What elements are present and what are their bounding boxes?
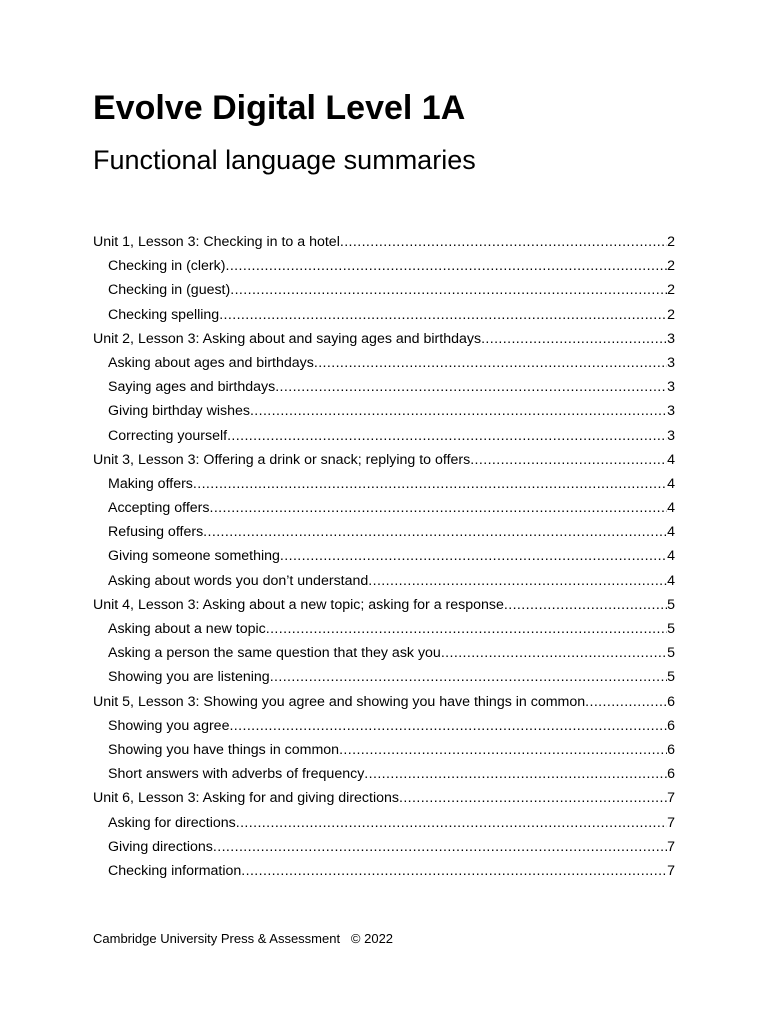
toc-page-number: 3 — [667, 403, 675, 420]
toc-page-number: 3 — [667, 379, 675, 396]
toc-entry-label: Showing you have things in common — [108, 741, 340, 758]
toc-subsection-entry[interactable] — [93, 617, 675, 641]
toc-dot-leader — [364, 762, 667, 786]
toc-entry-label: Short answers with adverbs of frequency — [108, 766, 365, 783]
page-title: Evolve Digital Level 1A — [93, 89, 466, 127]
toc-subsection-entry[interactable] — [93, 665, 675, 689]
toc-page-number: 6 — [667, 717, 675, 734]
toc-dot-leader — [368, 569, 667, 593]
toc-dot-leader — [314, 351, 667, 375]
toc-subsection-entry[interactable] — [93, 520, 675, 544]
toc-entry-label: Giving birthday wishes — [108, 403, 250, 420]
toc-page-number: 3 — [667, 330, 675, 347]
toc-entry-label: Unit 5, Lesson 3: Showing you agree and showing you have things in common — [93, 693, 586, 710]
toc-entry-label: Asking about a new topic — [108, 621, 266, 637]
toc-entry-label: Unit 1, Lesson 3: Checking in to a hotel — [93, 234, 340, 250]
toc-dot-leader — [219, 303, 667, 327]
toc-dot-leader — [585, 690, 667, 714]
toc-dot-leader — [270, 665, 667, 689]
toc-unit-entry[interactable] — [93, 690, 675, 714]
toc-dot-leader — [236, 811, 667, 835]
toc-page-number: 7 — [667, 862, 675, 879]
toc-dot-leader — [399, 786, 667, 810]
toc-page-number: 4 — [667, 548, 675, 565]
toc-dot-leader — [339, 738, 667, 762]
toc-unit-entry[interactable] — [93, 230, 675, 254]
toc-page-number: 5 — [667, 669, 675, 686]
toc-subsection-entry[interactable] — [93, 399, 675, 423]
toc-dot-leader — [280, 544, 667, 568]
toc-dot-leader — [275, 375, 667, 399]
toc-entry-label: Refusing offers — [108, 524, 204, 541]
toc-dot-leader — [193, 472, 667, 496]
toc-dot-leader — [481, 327, 667, 351]
toc-subsection-entry[interactable] — [93, 303, 675, 327]
toc-subsection-entry[interactable] — [93, 496, 675, 520]
toc-entry-label: Checking in (guest) — [108, 282, 231, 299]
toc-subsection-entry[interactable] — [93, 424, 675, 448]
toc-dot-leader — [203, 520, 667, 544]
toc-dot-leader — [504, 593, 667, 617]
toc-subsection-entry[interactable] — [93, 641, 675, 665]
toc-unit-entry[interactable] — [93, 448, 675, 472]
toc-dot-leader — [441, 641, 667, 665]
toc-entry-label: Giving someone something — [108, 548, 280, 565]
toc-page-number: 4 — [667, 500, 675, 517]
toc-entry-label: Saying ages and birthdays — [108, 379, 276, 396]
toc-entry-label: Asking a person the same question that they ask you — [108, 645, 441, 662]
toc-page-number: 4 — [667, 451, 675, 468]
copyright-footer: Cambridge University Press & Assessment © 2022 — [93, 931, 394, 946]
toc-entry-label: Unit 4, Lesson 3: Asking about a new topic; asking for a response — [93, 596, 504, 613]
toc-entry-label: Checking information — [108, 862, 242, 879]
toc-subsection-entry[interactable] — [93, 375, 675, 399]
toc-unit-entry[interactable] — [93, 786, 675, 810]
toc-entry-label: Showing you are listening — [108, 669, 270, 686]
toc-entry-label: Accepting offers — [108, 500, 210, 517]
toc-dot-leader — [227, 424, 667, 448]
toc-page-number: 3 — [667, 354, 675, 371]
toc-page-number: 7 — [667, 838, 675, 855]
toc-page-number: 5 — [667, 645, 675, 662]
toc-subsection-entry[interactable] — [93, 738, 675, 762]
toc-page-number: 2 — [667, 306, 675, 323]
toc-page-number: 4 — [667, 524, 675, 541]
toc-subsection-entry[interactable] — [93, 351, 675, 375]
toc-page-number: 2 — [667, 282, 675, 299]
toc-entry-label: Asking about words you don’t understand — [108, 572, 369, 589]
table-of-contents — [93, 230, 675, 883]
toc-entry-label: Giving directions — [108, 838, 213, 855]
toc-entry-label: Asking about ages and birthdays — [108, 354, 314, 371]
toc-dot-leader — [230, 278, 667, 302]
toc-entry-label: Making offers — [108, 475, 193, 492]
toc-page-number: 7 — [667, 790, 675, 807]
toc-subsection-entry[interactable] — [93, 714, 675, 738]
toc-subsection-entry[interactable] — [93, 569, 675, 593]
toc-entry-label: Unit 2, Lesson 3: Asking about and saying ages and birthdays — [93, 330, 482, 347]
toc-dot-leader — [209, 496, 667, 520]
toc-entry-label: Unit 3, Lesson 3: Offering a drink or snack; replying to offers — [93, 451, 471, 468]
toc-page-number: 6 — [667, 693, 675, 710]
toc-dot-leader — [225, 254, 667, 278]
toc-dot-leader — [241, 859, 667, 883]
toc-dot-leader — [213, 835, 667, 859]
toc-unit-entry[interactable] — [93, 593, 675, 617]
toc-entry-label: Checking in (clerk) — [108, 258, 226, 275]
toc-subsection-entry[interactable] — [93, 254, 675, 278]
toc-page-number: 4 — [667, 475, 675, 492]
toc-subsection-entry[interactable] — [93, 762, 675, 786]
toc-page-number: 2 — [667, 234, 675, 250]
toc-subsection-entry[interactable] — [93, 278, 675, 302]
toc-page-number: 6 — [667, 741, 675, 758]
toc-page-number: 7 — [667, 814, 675, 831]
toc-entry-label: Asking for directions — [108, 814, 236, 831]
toc-page-number: 3 — [667, 427, 675, 444]
toc-page-number: 6 — [667, 766, 675, 783]
toc-page-number: 5 — [667, 596, 675, 613]
toc-subsection-entry[interactable] — [93, 835, 675, 859]
toc-dot-leader — [340, 230, 667, 254]
toc-dot-leader — [266, 617, 667, 641]
toc-entry-label: Unit 6, Lesson 3: Asking for and giving directions — [93, 790, 399, 807]
toc-dot-leader — [470, 448, 667, 472]
toc-unit-entry[interactable] — [93, 327, 675, 351]
toc-dot-leader — [229, 714, 667, 738]
toc-subsection-entry[interactable] — [93, 544, 675, 568]
toc-entry-label: Checking spelling — [108, 306, 220, 323]
toc-subsection-entry[interactable] — [93, 859, 675, 883]
page-subtitle: Functional language summaries — [93, 145, 476, 175]
toc-page-number: 5 — [667, 621, 675, 637]
toc-page-number: 2 — [667, 258, 675, 275]
toc-dot-leader — [250, 399, 667, 423]
toc-subsection-entry[interactable] — [93, 811, 675, 835]
toc-entry-label: Showing you agree — [108, 717, 230, 734]
toc-page-number: 4 — [667, 572, 675, 589]
toc-subsection-entry[interactable] — [93, 472, 675, 496]
toc-entry-label: Correcting yourself — [108, 427, 228, 444]
